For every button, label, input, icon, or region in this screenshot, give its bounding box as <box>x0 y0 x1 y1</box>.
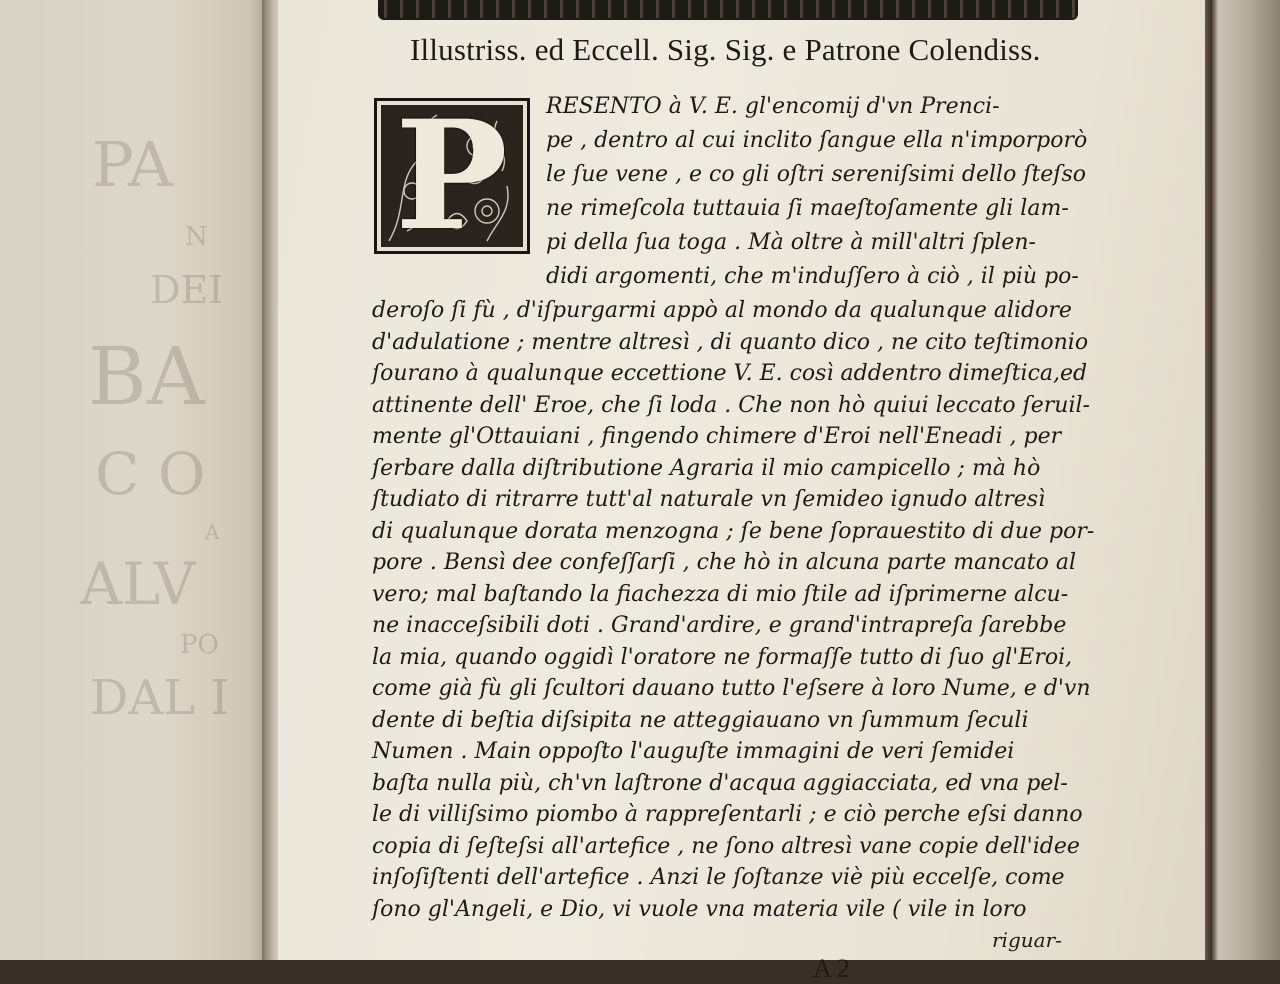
left-page <box>0 0 270 960</box>
catchword: riguar- <box>992 928 1062 952</box>
text-line: come già fù gli ſcultori dauano tutto l'eſsere à loro Nume, e d'vn <box>372 676 1091 701</box>
text-line: attinente dell' Eroe, che ſi loda . Che non hò quiui leccato ſeruil- <box>372 392 1090 418</box>
bleed-text: PA <box>92 128 173 201</box>
text-line: ſtudiato di ritrarre tutt'al naturale vn ſemideo ignudo altresì <box>372 487 1046 512</box>
text-line: la mia, quando oggidì l'oratore ne formaſſe tutto di ſuo gl'Eroi, <box>372 644 1073 670</box>
text-line: ſerbare dalla diſtributione Agraria il mio campicello ; mà hò <box>372 455 1041 481</box>
bleed-text: BA <box>88 330 205 423</box>
text-line: baſta nulla più, ch'vn laſtrone d'acqua aggiacciata, ed vna pel- <box>372 770 1068 796</box>
text-line: di qualunque dorata menzogna ; ſe bene ſoprauestito di due por- <box>372 518 1095 544</box>
bleed-text: DEI <box>150 268 224 312</box>
text-line: vero; mal baſtando la fiachezza di mio ſtile ad iſprimerne alcu- <box>372 581 1069 607</box>
text-line: Numen . Main oppoſto l'auguſte immagini de veri ſemidei <box>372 739 1015 764</box>
text-line: deroſo ſi fù , d'iſpurgarmi appò al mondo da qualunque alidore <box>372 298 1072 323</box>
text-line: ſourano à qualunque eccettione V. E. così addentro dimeſtica,ed <box>372 361 1088 386</box>
text-line: copia di ſeſteſsi all'artefice , ne ſono altresì vane copie dell'idee <box>372 833 1080 859</box>
page-heading: Illustriss. ed Eccell. Sig. Sig. e Patrone Colendiss. <box>410 32 1041 67</box>
text-line: dente di beſtia diſsipita ne atteggiauano vn ſummum ſeculi <box>372 707 1029 733</box>
text-line: mente gl'Ottauiani , fingendo chimere d'Eroi nell'Eneadi , per <box>372 424 1062 449</box>
signature-mark: A 2 <box>813 954 850 983</box>
header-ornament <box>378 0 1078 20</box>
text-line: pi della ſua toga . Mà oltre à mill'altri ſplen- <box>546 230 1036 255</box>
text-line: d'adulatione ; mentre altresì , di quanto dico , ne cito teſtimonio <box>372 329 1089 355</box>
right-page <box>278 0 1213 983</box>
bleed-text: A <box>205 520 220 544</box>
bleed-text: PO <box>180 630 219 660</box>
text-line: pe , dentro al cui inclito ſangue ella n'imporporò <box>546 128 1088 153</box>
text-line: ne rimeſcola tuttauia ſi maeſtoſamente gli lam- <box>546 196 1069 221</box>
initial-letter: P <box>395 88 508 264</box>
bleed-text: ALV <box>80 550 196 618</box>
decorated-initial <box>374 88 530 264</box>
text-line: ſono gl'Angeli, e Dio, vi vuole vna materia vile ( vile in loro <box>372 896 1027 922</box>
bleed-text: DAL I <box>90 670 230 726</box>
text-line: le ſue vene , e co gli oſtri sereniſsimi dello ſteſso <box>546 162 1086 187</box>
text-line: pore . Bensì dee confeſſarſi , che hò in alcuna parte mancato al <box>372 550 1077 575</box>
bleed-text: N <box>185 222 208 252</box>
text-line: le di villiſsimo piombo à rappreſentarli ; e ciò perche eſsi danno <box>372 802 1083 827</box>
bleed-text: C O <box>95 440 206 508</box>
text-line: inſoſiſtenti dell'artefice . Anzi le ſoſtanze viè più eccelſe, come <box>372 865 1065 890</box>
text-line: ne inacceſsibili doti . Grand'ardire, e grand'intrapreſa ſarebbe <box>372 613 1067 638</box>
text-line: didi argomenti, che m'induſſero à ciò , il più po- <box>546 264 1079 289</box>
page-edges <box>1205 0 1280 960</box>
text-line: RESENTO à V. E. gl'encomij d'vn Prenci- <box>546 94 1000 119</box>
